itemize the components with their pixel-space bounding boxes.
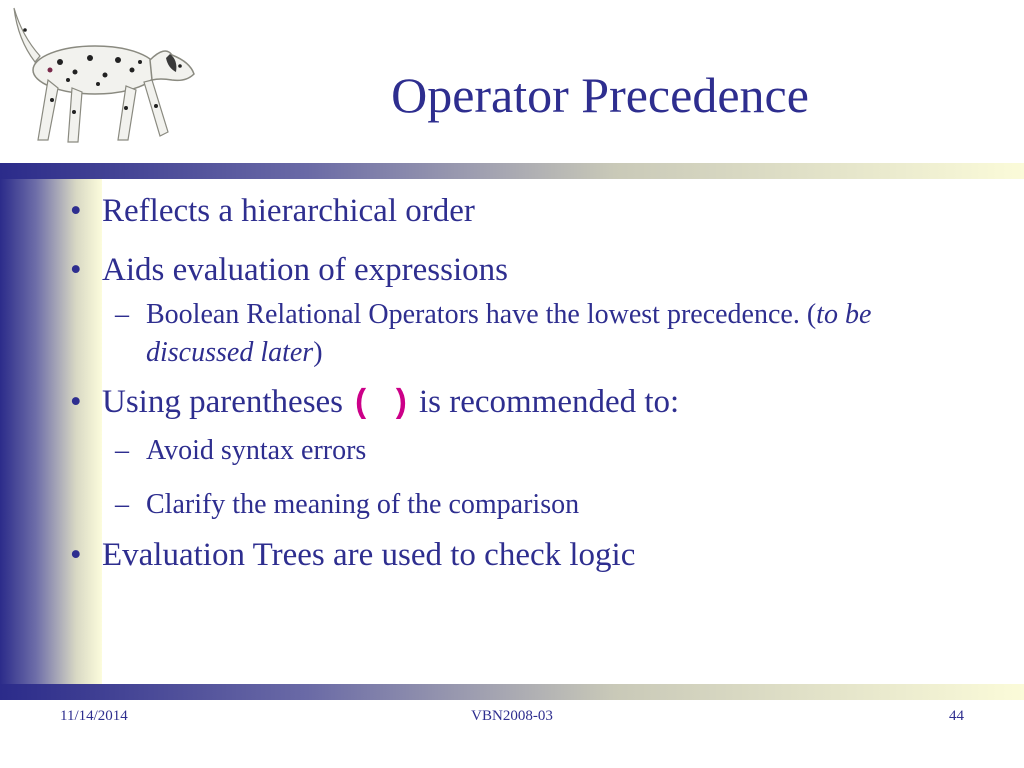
bullet-marker: • xyxy=(70,384,82,421)
bullet-marker: • xyxy=(70,193,82,229)
sub-bullet-close-paren: ) xyxy=(313,336,323,368)
bullet-item xyxy=(70,192,930,231)
sub-bullet-text: Clarify the meaning of the comparison xyxy=(146,489,580,521)
sub-bullet-item xyxy=(70,432,930,470)
footer-date: 11/14/2014 xyxy=(60,708,128,724)
sub-bullet-italic-text: to be discussed later xyxy=(146,298,872,368)
sub-bullet-item xyxy=(70,486,930,524)
bullet-text: Using parentheses xyxy=(102,384,352,421)
bullet-marker: • xyxy=(70,251,82,288)
bullet-marker: • xyxy=(70,537,82,573)
footer-divider-band xyxy=(0,684,1024,700)
bullet-text-tail: is recommended to: xyxy=(410,384,680,421)
footer-course: VBN2008-03 xyxy=(471,708,553,724)
sub-bullet-item xyxy=(70,296,930,372)
header-divider-band xyxy=(0,163,1024,179)
sub-bullet-text: Boolean Relational Operators have the lowest precedence. ( xyxy=(146,298,817,330)
bullet-item xyxy=(70,383,930,424)
bullet-item xyxy=(70,536,930,575)
bullet-text: Evaluation Trees are used to check logic xyxy=(102,537,636,573)
sub-bullet-text: Avoid syntax errors xyxy=(146,435,367,467)
bullet-item xyxy=(70,251,930,290)
sub-bullet-marker: – xyxy=(115,298,129,330)
footer-page-number: 44 xyxy=(949,708,964,724)
parentheses-highlight: ( ) xyxy=(351,385,411,423)
dalmatian-dog-icon xyxy=(0,0,200,150)
bullet-text: Reflects a hierarchical order xyxy=(102,193,475,229)
bullet-text: Aids evaluation of expressions xyxy=(102,251,509,288)
sub-bullet-marker: – xyxy=(115,435,129,467)
slide-content xyxy=(70,192,930,595)
sub-bullet-marker: – xyxy=(115,489,129,521)
slide-title: Operator Precedence xyxy=(391,67,809,123)
